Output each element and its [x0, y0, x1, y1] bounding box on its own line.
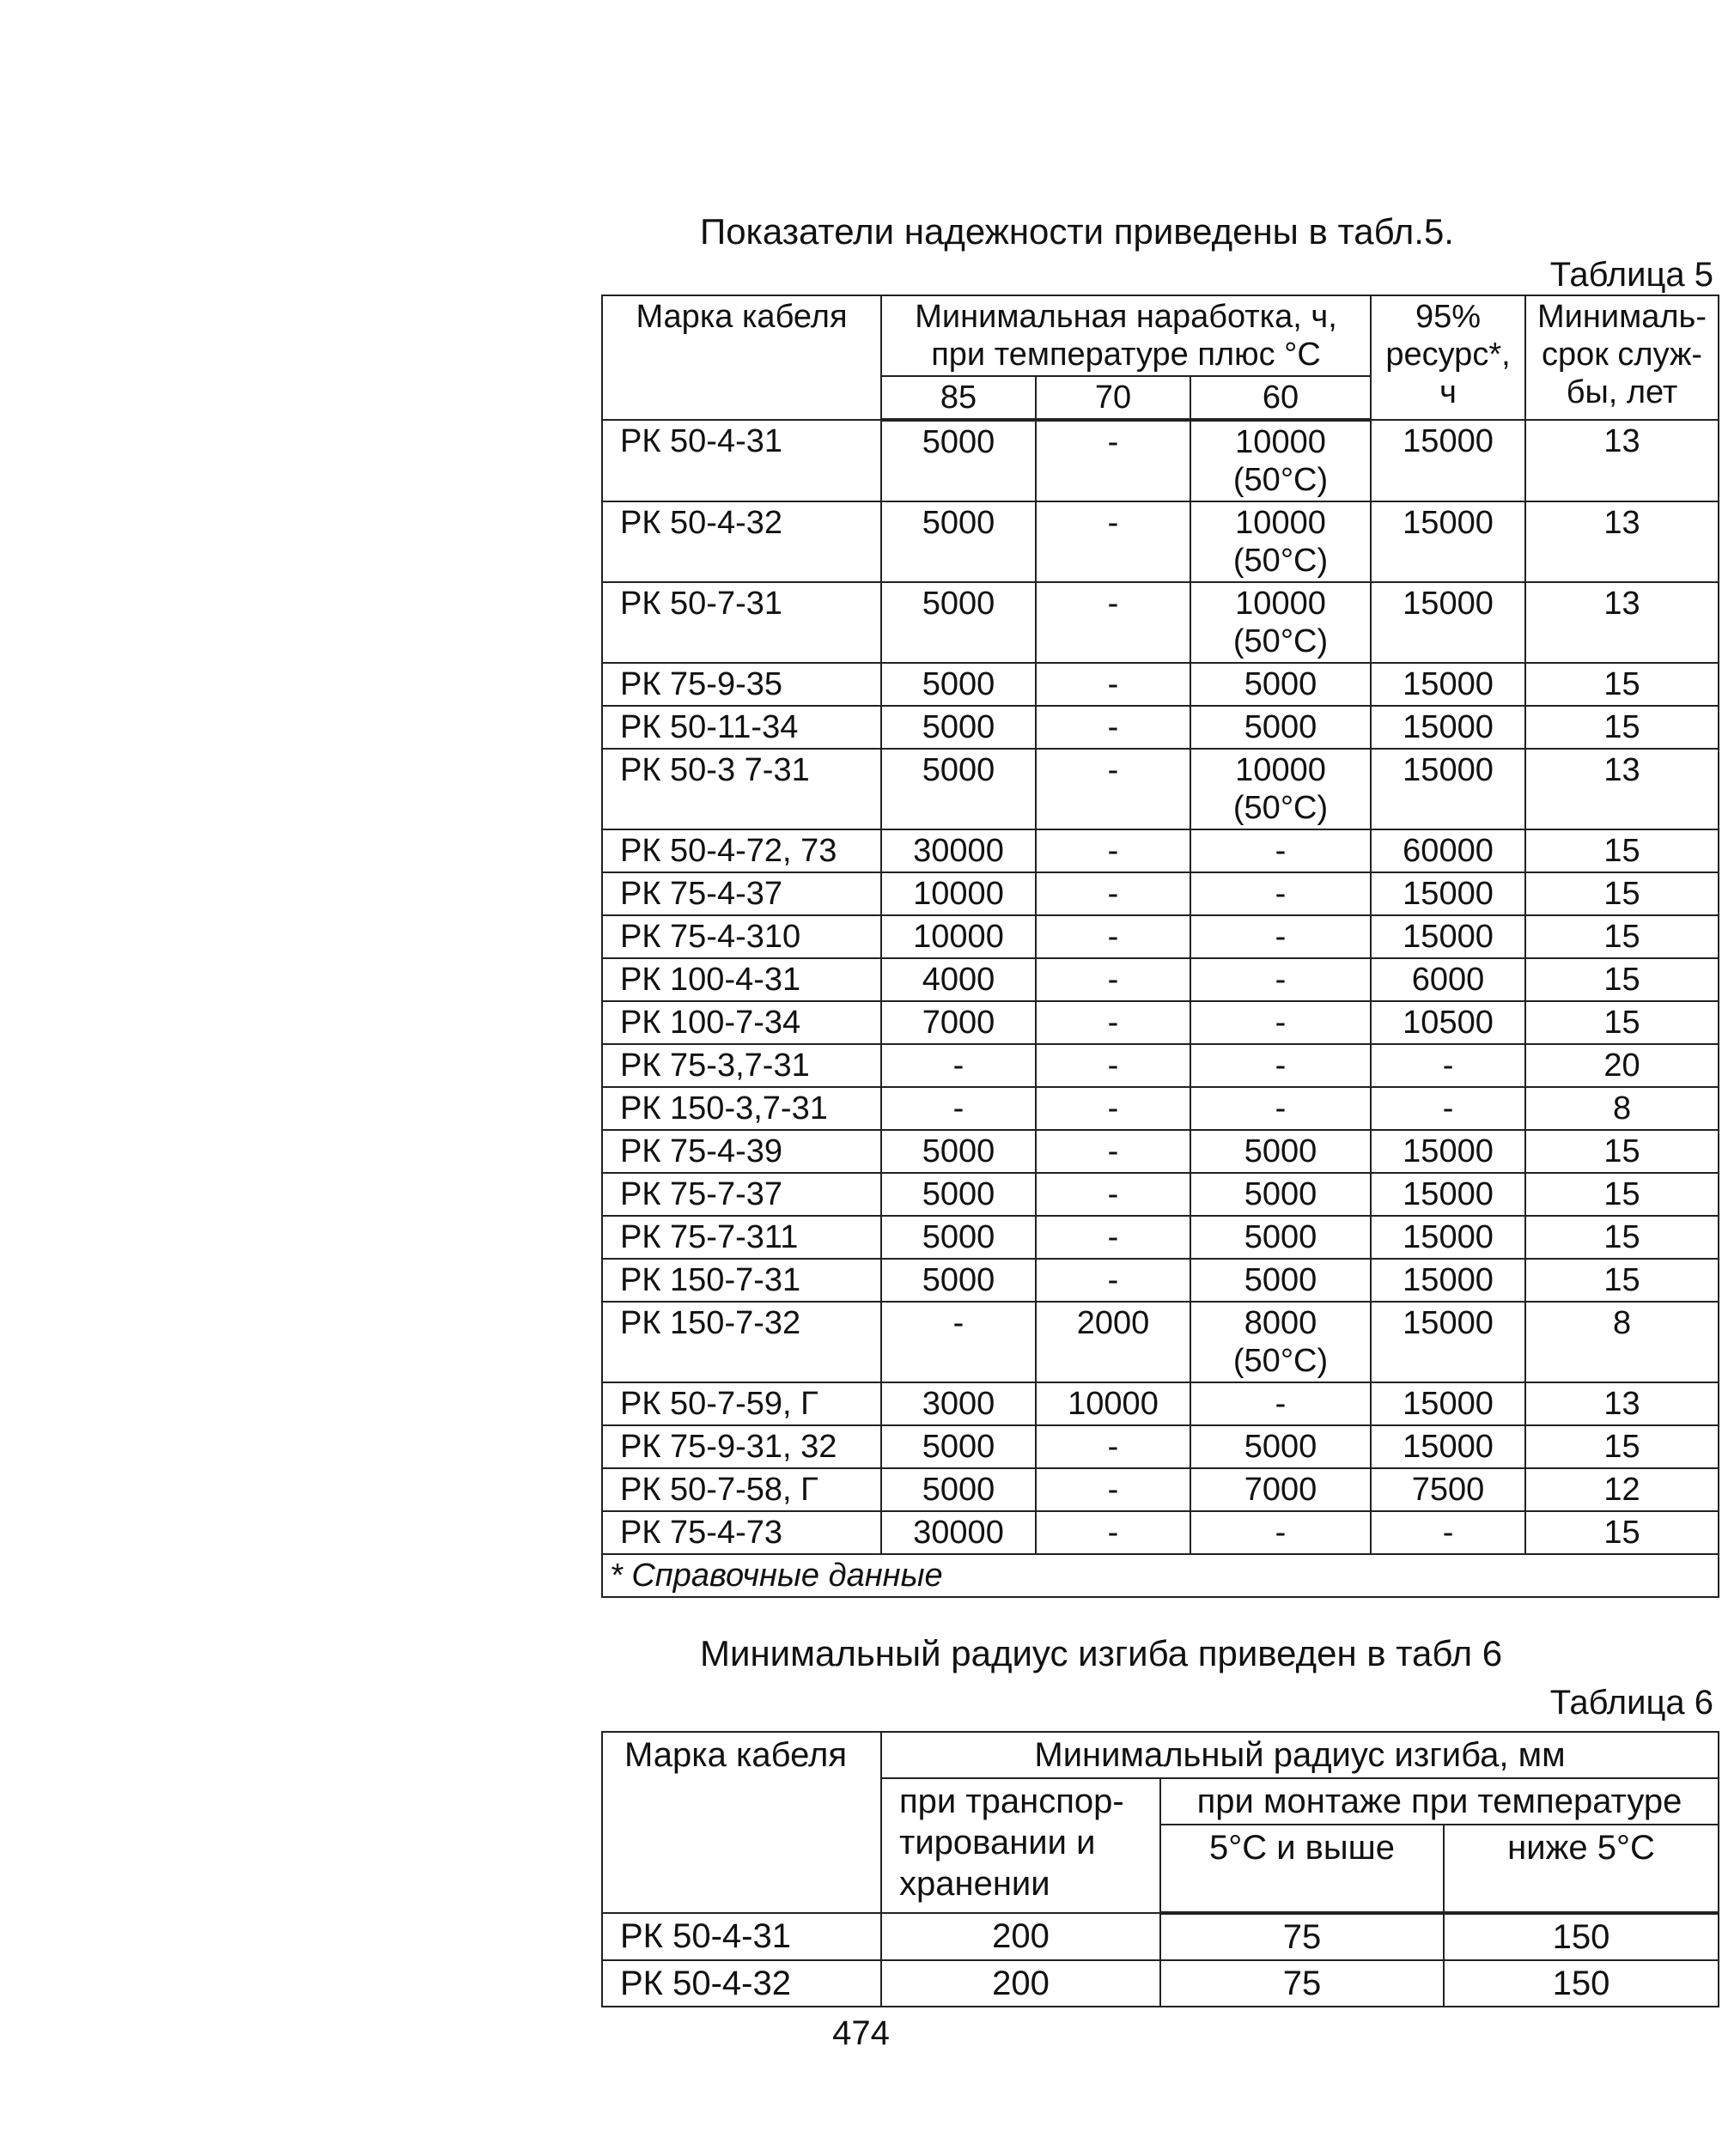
cell-brand: РК 75-4-73 — [602, 1511, 881, 1554]
reliability-table-body — [602, 420, 1719, 1554]
bend-radius-table-body — [602, 1913, 1719, 2007]
cell-t85: - — [881, 1044, 1036, 1087]
cell-t70: - — [1036, 1044, 1190, 1087]
cell-brand: РК 50-7-59, Г — [602, 1382, 881, 1425]
header-temp-60: 60 — [1190, 376, 1371, 420]
table-row — [602, 1511, 1719, 1554]
cell-service-life: 13 — [1525, 501, 1719, 582]
cell-service-life: 12 — [1525, 1468, 1719, 1511]
cell-service-life: 15 — [1525, 1425, 1719, 1468]
cell-t85: 3000 — [881, 1382, 1036, 1425]
cell-t85: 5000 — [881, 749, 1036, 829]
cell-t85: 30000 — [881, 1511, 1036, 1554]
cell-t85: 5000 — [881, 582, 1036, 663]
table-row — [602, 1087, 1719, 1130]
cell-t60: 10000 (50°С) — [1190, 501, 1371, 582]
table-row — [602, 1382, 1719, 1425]
cell-brand: РК 150-7-31 — [602, 1259, 881, 1302]
cell-t70: - — [1036, 1216, 1190, 1259]
table5-heading: Показатели надежности приведены в табл.5. — [700, 211, 1454, 252]
cell-t60: 5000 — [1190, 1173, 1371, 1216]
cell-t60: 5000 — [1190, 663, 1371, 706]
cell-resource: 15000 — [1371, 1130, 1525, 1173]
cell-service-life: 15 — [1525, 706, 1719, 749]
cell-below5: 150 — [1444, 1913, 1719, 1960]
cell-t60: - — [1190, 958, 1371, 1001]
cell-t70: - — [1036, 1511, 1190, 1554]
cell-service-life: 15 — [1525, 829, 1719, 872]
header6-brand: Марка кабеля — [602, 1732, 881, 1913]
cell-resource: 15000 — [1371, 582, 1525, 663]
cell-service-life: 15 — [1525, 958, 1719, 1001]
cell-brand: РК 50-11-34 — [602, 706, 881, 749]
table-row — [602, 1259, 1719, 1302]
cell-t60: - — [1190, 915, 1371, 958]
cell-transport: 200 — [881, 1960, 1160, 2007]
cell-t60: - — [1190, 1511, 1371, 1554]
cell-t70: - — [1036, 582, 1190, 663]
cell-t85: - — [881, 1302, 1036, 1382]
cell-brand: РК 50-4-31 — [602, 420, 881, 501]
table-row — [602, 663, 1719, 706]
cell-t60: 10000 (50°С) — [1190, 749, 1371, 829]
header6-below5: ниже 5°С — [1444, 1825, 1719, 1913]
cell-above5: 75 — [1160, 1960, 1444, 2007]
cell-resource: 15000 — [1371, 501, 1525, 582]
cell-t70: - — [1036, 1087, 1190, 1130]
cell-brand: РК 75-9-35 — [602, 663, 881, 706]
cell-t60: 10000 (50°С) — [1190, 582, 1371, 663]
cell-t70: - — [1036, 1173, 1190, 1216]
cell-service-life: 15 — [1525, 1216, 1719, 1259]
cell-brand: РК 50-3 7-31 — [602, 749, 881, 829]
cell-brand: РК 150-7-32 — [602, 1302, 881, 1382]
cell-resource: 15000 — [1371, 1173, 1525, 1216]
cell-brand: РК 50-4-72, 73 — [602, 829, 881, 872]
cell-service-life: 15 — [1525, 1001, 1719, 1044]
cell-service-life: 8 — [1525, 1302, 1719, 1382]
cell-resource: 7500 — [1371, 1468, 1525, 1511]
cell-service-life: 15 — [1525, 1130, 1719, 1173]
cell-service-life: 15 — [1525, 872, 1719, 915]
cell-t70: - — [1036, 749, 1190, 829]
cell-service-life: 13 — [1525, 1382, 1719, 1425]
cell-service-life: 13 — [1525, 582, 1719, 663]
table-row — [602, 1468, 1719, 1511]
cell-t60: 10000 (50°С) — [1190, 420, 1371, 501]
cell-service-life: 13 — [1525, 420, 1719, 501]
cell-t70: - — [1036, 1001, 1190, 1044]
cell-t70: - — [1036, 915, 1190, 958]
cell-resource: - — [1371, 1087, 1525, 1130]
cell-service-life: 8 — [1525, 1087, 1719, 1130]
cell-brand: РК 50-7-31 — [602, 582, 881, 663]
cell-t70: - — [1036, 1130, 1190, 1173]
cell-resource: 15000 — [1371, 420, 1525, 501]
cell-t70: 2000 — [1036, 1302, 1190, 1382]
header-resource: 95% ресурс*, ч — [1371, 295, 1525, 420]
cell-t85: 5000 — [881, 1216, 1036, 1259]
table-row — [602, 958, 1719, 1001]
cell-brand: РК 75-7-37 — [602, 1173, 881, 1216]
cell-t70: 10000 — [1036, 1382, 1190, 1425]
table-row — [602, 749, 1719, 829]
header-min-operating: Минимальная наработка, ч, при температуре плюс °С — [881, 295, 1371, 376]
header6-mounting: при монтаже при температуре — [1160, 1778, 1719, 1825]
cell-t85: 5000 — [881, 1130, 1036, 1173]
cell-service-life: 15 — [1525, 663, 1719, 706]
cell-brand: РК 75-4-310 — [602, 915, 881, 958]
cell-above5: 75 — [1160, 1913, 1444, 1960]
cell-brand: РК 75-4-37 — [602, 872, 881, 915]
cell-service-life: 15 — [1525, 1259, 1719, 1302]
cell-resource: 15000 — [1371, 1382, 1525, 1425]
cell-service-life: 15 — [1525, 1511, 1719, 1554]
cell-t85: 5000 — [881, 1468, 1036, 1511]
table6-caption: Таблица 6 — [1549, 1684, 1713, 1722]
cell-below5: 150 — [1444, 1960, 1719, 2007]
table-row — [602, 1216, 1719, 1259]
table-row — [602, 1044, 1719, 1087]
cell-t70: - — [1036, 1259, 1190, 1302]
cell-t60: 5000 — [1190, 1130, 1371, 1173]
reliability-table — [601, 295, 1719, 1598]
cell-brand: РК 75-4-39 — [602, 1130, 881, 1173]
bend-radius-table — [601, 1731, 1719, 2007]
cell-transport: 200 — [881, 1913, 1160, 1960]
page-number: 474 — [832, 2014, 890, 2052]
cell-t60: - — [1190, 1001, 1371, 1044]
cell-resource: 15000 — [1371, 749, 1525, 829]
table-row — [602, 1960, 1719, 2007]
cell-resource: 15000 — [1371, 1216, 1525, 1259]
table-row — [602, 1913, 1719, 1960]
cell-brand: РК 50-4-32 — [602, 501, 881, 582]
cell-t60: 7000 — [1190, 1468, 1371, 1511]
cell-service-life: 13 — [1525, 749, 1719, 829]
header6-above5: 5°С и выше — [1160, 1825, 1444, 1913]
cell-resource: 15000 — [1371, 872, 1525, 915]
header-temp-85: 85 — [881, 376, 1036, 420]
cell-brand: РК 75-9-31, 32 — [602, 1425, 881, 1468]
cell-t60: 8000 (50°С) — [1190, 1302, 1371, 1382]
table-row — [602, 582, 1719, 663]
cell-resource: 15000 — [1371, 1302, 1525, 1382]
cell-t60: - — [1190, 872, 1371, 915]
table-row — [602, 915, 1719, 958]
table-row — [602, 1001, 1719, 1044]
cell-resource: 10500 — [1371, 1001, 1525, 1044]
cell-t85: 5000 — [881, 1425, 1036, 1468]
cell-resource: 15000 — [1371, 915, 1525, 958]
cell-resource: 15000 — [1371, 1259, 1525, 1302]
cell-t85: 5000 — [881, 420, 1036, 501]
cell-t60: 5000 — [1190, 1259, 1371, 1302]
cell-t70: - — [1036, 501, 1190, 582]
cell-t70: - — [1036, 1468, 1190, 1511]
cell-t60: - — [1190, 1382, 1371, 1425]
table-row — [602, 706, 1719, 749]
cell-t70: - — [1036, 663, 1190, 706]
cell-t60: - — [1190, 829, 1371, 872]
cell-t85: 30000 — [881, 829, 1036, 872]
cell-resource: 15000 — [1371, 1425, 1525, 1468]
cell-resource: 15000 — [1371, 706, 1525, 749]
cell-brand: РК 50-7-58, Г — [602, 1468, 881, 1511]
cell-t60: 5000 — [1190, 706, 1371, 749]
cell-resource: 60000 — [1371, 829, 1525, 872]
footnote: * Справочные данные — [602, 1554, 1719, 1597]
table-row — [602, 420, 1719, 501]
header-temp-70: 70 — [1036, 376, 1190, 420]
cell-t70: - — [1036, 958, 1190, 1001]
cell-t70: - — [1036, 829, 1190, 872]
table-row — [602, 1173, 1719, 1216]
cell-t85: - — [881, 1087, 1036, 1130]
cell-t85: 10000 — [881, 915, 1036, 958]
cell-brand: РК 50-4-32 — [602, 1960, 881, 2007]
cell-t85: 5000 — [881, 706, 1036, 749]
cell-service-life: 15 — [1525, 1173, 1719, 1216]
header6-transport: при транспор- тировании и хранении — [881, 1778, 1160, 1913]
header-service-life: Минималь- срок служ- бы, лет — [1525, 295, 1719, 420]
cell-service-life: 20 — [1525, 1044, 1719, 1087]
header-brand: Марка кабеля — [602, 295, 881, 420]
table5-caption: Таблица 5 — [1549, 256, 1713, 294]
cell-t60: 5000 — [1190, 1425, 1371, 1468]
table-row — [602, 1130, 1719, 1173]
cell-t85: 10000 — [881, 872, 1036, 915]
cell-t85: 4000 — [881, 958, 1036, 1001]
cell-brand: РК 100-4-31 — [602, 958, 881, 1001]
cell-t60: - — [1190, 1087, 1371, 1130]
table-row — [602, 1302, 1719, 1382]
cell-t60: - — [1190, 1044, 1371, 1087]
cell-t85: 5000 — [881, 663, 1036, 706]
cell-brand: РК 75-3,7-31 — [602, 1044, 881, 1087]
cell-t85: 5000 — [881, 501, 1036, 582]
cell-brand: РК 50-4-31 — [602, 1913, 881, 1960]
cell-brand: РК 100-7-34 — [602, 1001, 881, 1044]
cell-t70: - — [1036, 1425, 1190, 1468]
cell-t60: 5000 — [1190, 1216, 1371, 1259]
header6-min-radius: Минимальный радиус изгиба, мм — [881, 1732, 1719, 1778]
cell-resource: 15000 — [1371, 663, 1525, 706]
cell-t85: 5000 — [881, 1259, 1036, 1302]
table6-heading: Минимальный радиус изгиба приведен в табл 6 — [700, 1633, 1503, 1673]
cell-resource: 6000 — [1371, 958, 1525, 1001]
cell-t70: - — [1036, 872, 1190, 915]
cell-t85: 7000 — [881, 1001, 1036, 1044]
cell-resource: - — [1371, 1511, 1525, 1554]
cell-t85: 5000 — [881, 1173, 1036, 1216]
table-row — [602, 829, 1719, 872]
table-row — [602, 501, 1719, 582]
table-row — [602, 1425, 1719, 1468]
cell-t70: - — [1036, 420, 1190, 501]
table-row — [602, 872, 1719, 915]
cell-brand: РК 75-7-311 — [602, 1216, 881, 1259]
cell-brand: РК 150-3,7-31 — [602, 1087, 881, 1130]
cell-resource: - — [1371, 1044, 1525, 1087]
cell-service-life: 15 — [1525, 915, 1719, 958]
cell-t70: - — [1036, 706, 1190, 749]
